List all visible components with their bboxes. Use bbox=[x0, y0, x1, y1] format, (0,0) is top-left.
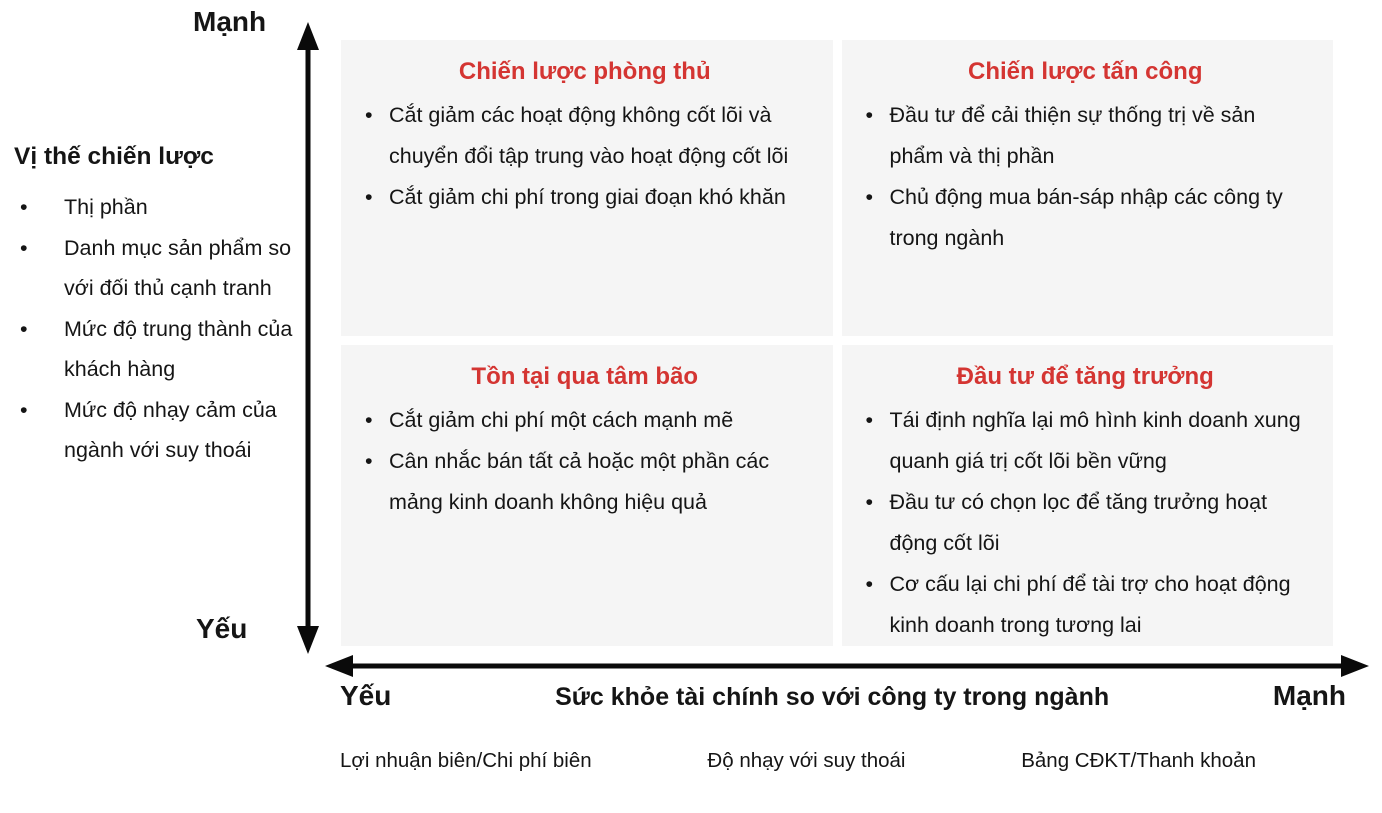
footer-metric-balance-sheet: Bảng CĐKT/Thanh khoản bbox=[1021, 749, 1256, 772]
quadrant-grid bbox=[341, 40, 1333, 646]
list-item-label: Cắt giảm chi phí một cách mạnh mẽ bbox=[389, 408, 734, 432]
list-item bbox=[862, 564, 1310, 646]
list-item-label: Cắt giảm chi phí trong giai đoạn khó khăn bbox=[389, 185, 786, 209]
list-item bbox=[361, 400, 809, 441]
list-item-label: Tái định nghĩa lại mô hình kinh doanh xung quanh giá trị cốt lõi bền vững bbox=[889, 408, 1301, 473]
quadrant-title: Đầu tư để tăng trưởng bbox=[956, 363, 1214, 390]
list-item-label: Danh mục sản phẩm so với đối thủ cạnh tranh bbox=[64, 235, 292, 300]
quadrant-title: Tồn tại qua tâm bão bbox=[471, 363, 699, 390]
quadrant-bullet-list bbox=[862, 400, 1310, 646]
list-item-label: Đầu tư để cải thiện sự thống trị về sản phẩm và thị phần bbox=[889, 103, 1256, 168]
list-item-label: Cắt giảm các hoạt động không cốt lõi và chuyển đổi tập trung vào hoạt động cốt lõi bbox=[389, 103, 789, 168]
quadrant-title: Chiến lược phòng thủ bbox=[458, 58, 711, 85]
list-item bbox=[862, 177, 1310, 259]
list-item bbox=[361, 441, 809, 523]
strategic-position-list bbox=[14, 187, 314, 471]
quadrant-title: Chiến lược tấn công bbox=[968, 58, 1203, 85]
quadrant-bullet-list bbox=[361, 400, 809, 523]
list-item-label: Chủ động mua bán-sáp nhập các công ty trong ngành bbox=[889, 185, 1283, 250]
quadrant-survive-the-storm bbox=[341, 345, 833, 646]
list-item bbox=[862, 482, 1310, 564]
quadrant-bullet-list bbox=[361, 95, 809, 218]
x-axis-left-label: Yếu bbox=[340, 680, 392, 711]
list-item bbox=[862, 400, 1310, 482]
strategic-position-title: Vị thế chiến lược bbox=[14, 143, 214, 170]
x-axis-right-label: Mạnh bbox=[1272, 680, 1346, 711]
strategic-position-panel bbox=[14, 143, 314, 471]
quadrant-attack-strategy bbox=[842, 40, 1334, 336]
list-item bbox=[14, 228, 314, 309]
list-item-label: Mức độ nhạy cảm của ngành với suy thoái bbox=[64, 397, 277, 462]
list-item bbox=[14, 309, 314, 390]
list-item-label: Thị phần bbox=[64, 195, 148, 219]
footer-metric-margin: Lợi nhuận biên/Chi phí biên bbox=[340, 749, 592, 772]
footer-metrics-row bbox=[340, 749, 1256, 773]
quadrant-defensive-strategy bbox=[341, 40, 833, 336]
list-item-label: Cơ cấu lại chi phí để tài trợ cho hoạt động kinh doanh trong tương lai bbox=[889, 572, 1291, 637]
list-item-label: Đầu tư có chọn lọc để tăng trưởng hoạt động cốt lõi bbox=[889, 490, 1268, 555]
list-item bbox=[14, 187, 314, 228]
x-axis-title: Sức khỏe tài chính so với công ty trong ngành bbox=[555, 683, 1110, 711]
list-item-label: Mức độ trung thành của khách hàng bbox=[64, 316, 293, 381]
x-axis-label-row bbox=[340, 680, 1346, 712]
list-item bbox=[361, 95, 809, 177]
x-axis-arrow bbox=[325, 652, 1369, 680]
quadrant-bullet-list bbox=[862, 95, 1310, 259]
list-item-label: Cân nhắc bán tất cả hoặc một phần các mảng kinh doanh không hiệu quả bbox=[389, 449, 770, 514]
list-item bbox=[862, 95, 1310, 177]
list-item bbox=[14, 390, 314, 471]
y-axis-top-label: Mạnh bbox=[193, 6, 267, 37]
quadrant-invest-for-growth bbox=[842, 345, 1334, 646]
footer-metric-recession-sensitivity: Độ nhạy với suy thoái bbox=[707, 749, 906, 772]
list-item bbox=[361, 177, 809, 218]
y-axis-bottom-label: Yếu bbox=[196, 613, 248, 644]
